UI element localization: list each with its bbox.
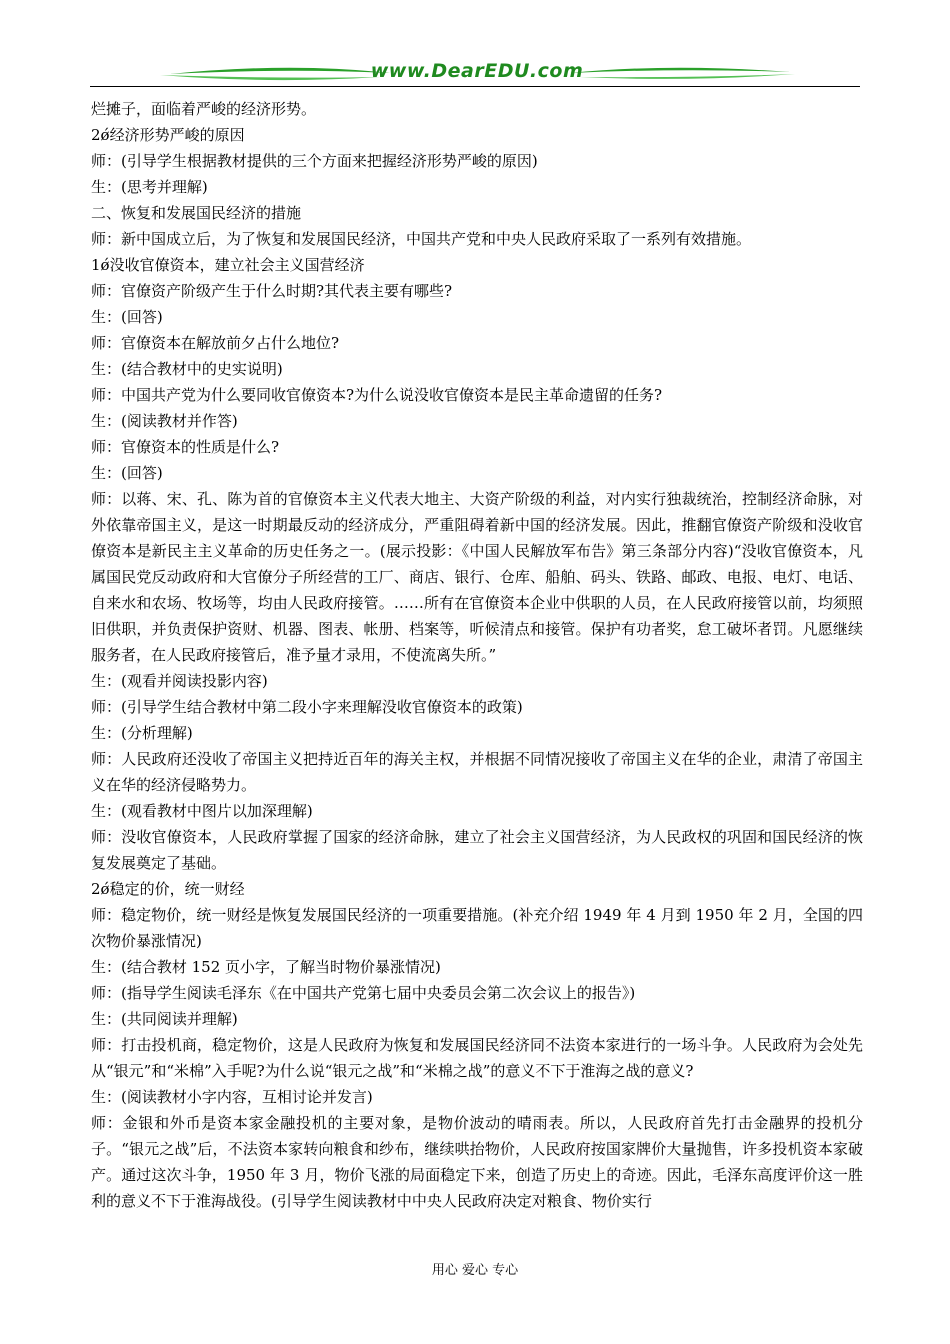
paragraph: 生：(结合教材中的史实说明): [91, 360, 283, 378]
paragraph: 1ǿ没收官僚资本，建立社会主义国营经济: [91, 256, 365, 274]
paragraph: 师：人民政府还没收了帝国主义把持近百年的海关主权，并根据不同情况接收了帝国主义在华的企业，肃清了帝国主义在华的经济侵略势力。: [91, 750, 863, 794]
site-logo-text: www.DearEDU.com: [370, 60, 584, 82]
page-footer: 用心 爱心 专心: [431, 1263, 519, 1278]
right-swoosh-tail: [580, 74, 795, 79]
paragraph: 师：新中国成立后，为了恢复和发展国民经济，中国共产党和中央人民政府采取了一系列有效措施。: [91, 230, 752, 248]
paragraph: 师：金银和外币是资本家金融投机的主要对象，是物价波动的晴雨表。所以，人民政府首先打击金融界的投机分子。“银元之战”后，不法资本家转向粮食和纱布，继续哄抬物价，人民政府按国家牌价大量抛售，许多投机资本家破产。通过这次斗争，1950 年 3 月，物价飞涨的局面稳定下来，创造了历史上的奇迹。因此，毛泽东高度评价这一胜利的意义不下于淮海战役。(引导学生阅读教材中中央人民政府决定对粮食、物价实行: [91, 1114, 863, 1210]
paragraph: 师：稳定物价，统一财经是恢复发展国民经济的一项重要措施。(补充介绍 1949 年 4 月到 1950 年 2 月，全国的四次物价暴涨情况): [91, 906, 863, 950]
paragraph: 师：以蒋、宋、孔、陈为首的官僚资本主义代表大地主、大资产阶级的利益，对内实行独裁统治，控制经济命脉，对外依靠帝国主义，是这一时期最反动的经济成分，严重阻碍着新中国的经济发展。因此，推翻官僚资产阶级和没收官僚资本是新民主主义革命的历史任务之一。(展示投影：《中国人民解放军布告》第三条部分内容)“没收官僚资本，凡属国民党反动政府和大官僚分子所经营的工厂、商店、银行、仓库、船舶、码头、铁路、邮政、电报、电灯、电话、自来水和农场、牧场等，均由人民政府接管。……所有在官僚资本企业中供职的人员，在人民政府接管以前，均须照旧供职，并负责保护资财、机器、图表、帐册、档案等，听候清点和接管。保护有功者奖，怠工破坏者罚。凡愿继续服务者，在人民政府接管后，准予量才录用，不使流离失所。”: [91, 490, 863, 664]
document-body: [91, 96, 863, 1214]
paragraph: 生：(分析理解): [91, 724, 193, 742]
paragraph: 生：(回答): [91, 464, 163, 482]
left-swoosh-tail: [160, 75, 380, 80]
paragraph: 师：中国共产党为什么要同收官僚资本?为什么说没收官僚资本是民主革命遗留的任务?: [91, 386, 663, 404]
paragraph: 生：(阅读教材并作答): [91, 412, 238, 430]
paragraph: 师：官僚资本在解放前夕占什么地位?: [91, 334, 340, 352]
paragraph: 生：(观看并阅读投影内容): [91, 672, 268, 690]
paragraph: 2ǿ稳定的价，统一财经: [91, 880, 245, 898]
paragraph: 生：(思考并理解): [91, 178, 208, 196]
paragraph: 生：(阅读教材小字内容，互相讨论并发言): [91, 1088, 373, 1106]
paragraph: 师：打击投机商，稳定物价，这是人民政府为恢复和发展国民经济同不法资本家进行的一场斗争。人民政府为会处先从“银元”和“米棉”入手呢?为什么说“银元之战”和“米棉之战”的意义不下于淮海之战的意义?: [91, 1036, 863, 1080]
paragraph: 师：(引导学生根据教材提供的三个方面来把握经济形势严峻的原因): [91, 152, 538, 170]
paragraph: 二、恢复和发展国民经济的措施: [91, 204, 302, 222]
paragraph: 师：没收官僚资本，人民政府掌握了国家的经济命脉，建立了社会主义国营经济，为人民政权的巩固和国民经济的恢复发展奠定了基础。: [91, 828, 863, 872]
paragraph: 生：(结合教材 152 页小字，了解当时物价暴涨情况): [91, 958, 441, 976]
paragraph: 生：(回答): [91, 308, 163, 326]
paragraph: 生：(观看教材中图片以加深理解): [91, 802, 313, 820]
paragraph: 师：(引导学生结合教材中第二段小字来理解没收官僚资本的政策): [91, 698, 523, 716]
header-divider: [90, 86, 860, 87]
paragraph: 师：(指导学生阅读毛泽东《在中国共产党第七届中央委员会第二次会议上的报告》): [91, 984, 636, 1002]
paragraph: 师：官僚资本的性质是什么?: [91, 438, 280, 456]
paragraph: 2ǿ经济形势严峻的原因: [91, 126, 245, 144]
paragraph: 生：(共同阅读并理解): [91, 1010, 238, 1028]
right-swoosh: [570, 68, 790, 73]
page-header: [90, 58, 860, 90]
paragraph: 师：官僚资产阶级产生于什么时期?其代表主要有哪些?: [91, 282, 453, 300]
paragraph: 烂摊子，面临着严峻的经济形势。: [91, 100, 317, 118]
